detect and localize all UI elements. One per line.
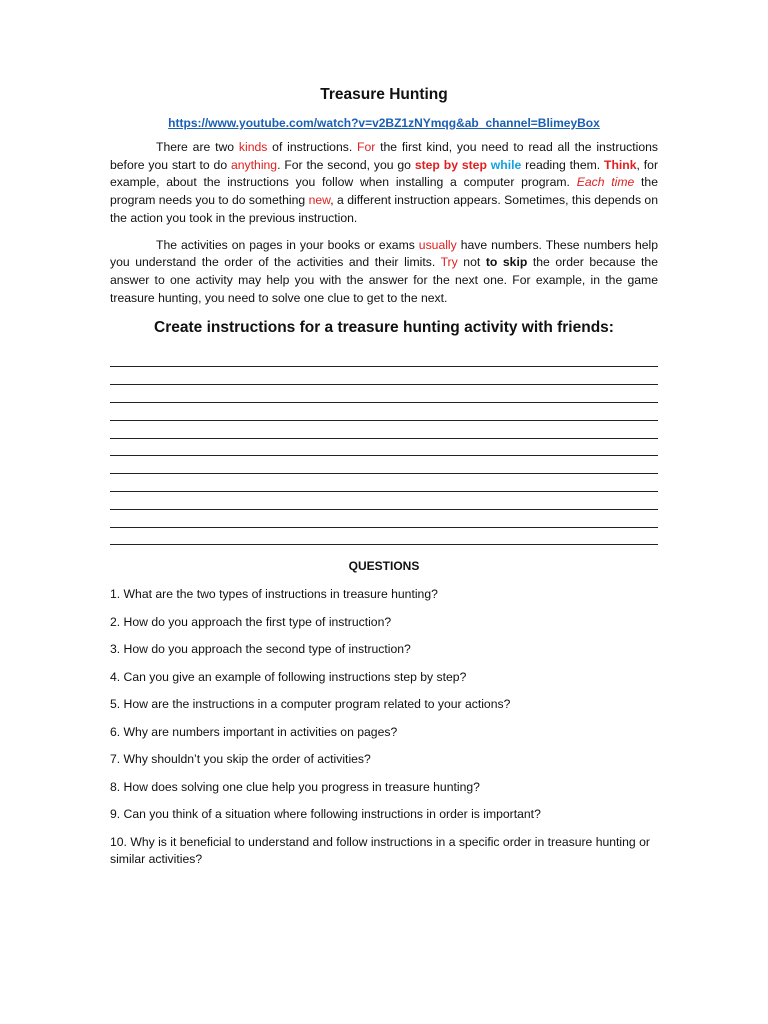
highlight-kinds: kinds: [238, 140, 268, 154]
highlight-to-skip: to skip: [485, 255, 528, 270]
question-item: 3. How do you approach the second type of instruction?: [110, 642, 411, 657]
document-content: [110, 86, 658, 878]
question-item: 7. Why shouldn’t you skip the order of activities?: [110, 752, 371, 767]
highlight-while: while: [490, 157, 522, 172]
text-run: of instructions.: [267, 140, 358, 154]
highlight-anything: anything: [231, 157, 278, 172]
text-run: the order because the answer to one activity may help you with the answer for the next one. For example, in the game treasure hunting, you need to solve one clue to get to the next.: [110, 255, 658, 305]
answer-line[interactable]: [110, 421, 658, 439]
question-item: 10. Why is it beneficial to understand and follow instructions in a specific order in treasure hunting or similar activities?: [110, 834, 650, 866]
text-run: . For the second, you go: [277, 157, 415, 172]
text-run: The activities on pages in your books or exams: [156, 237, 419, 252]
paragraph-activity-order: [110, 237, 658, 308]
text-run: the first kind, you need to read all the instructions before you start to do: [110, 140, 658, 172]
answer-line[interactable]: [110, 510, 658, 528]
highlight-try: Try: [440, 255, 458, 270]
highlight-usually: usually: [418, 237, 457, 252]
text-run: , a different instruction appears. Sometimes, this depends on the action you took in the previous instruction.: [110, 193, 658, 225]
question-item: 2. How do you approach the first type of instruction?: [110, 614, 392, 629]
text-run: There are two: [156, 140, 239, 154]
question-item: 6. Why are numbers important in activities on pages?: [110, 724, 398, 739]
text-run: have numbers. These numbers help you understand the order of the activities and their limits.: [110, 237, 658, 270]
answer-line[interactable]: [110, 367, 658, 385]
answer-line[interactable]: [110, 349, 658, 367]
activity-heading: Create instructions for a treasure hunting activity with friends:: [154, 319, 614, 337]
questions-heading: QUESTIONS: [348, 559, 420, 574]
text-run: , for example, about the instructions you follow when installing a computer program.: [110, 157, 659, 190]
video-link[interactable]: https://www.youtube.com/watch?v=v2BZ1zNYmqg&ab_channel=BlimeyBox: [168, 116, 600, 130]
highlight-think: Think: [604, 157, 637, 172]
highlight-step-by-step: step by step: [414, 157, 487, 172]
answer-lines: [110, 349, 658, 545]
highlight-new: new: [308, 193, 331, 208]
text-run: reading them.: [521, 157, 605, 172]
answer-line[interactable]: [110, 403, 658, 421]
highlight-for: For: [357, 140, 376, 154]
answer-line[interactable]: [110, 474, 658, 492]
question-item: 8. How does solving one clue help you progress in treasure hunting?: [110, 779, 480, 794]
question-item: 9. Can you think of a situation where following instructions in order is important?: [110, 807, 541, 822]
answer-line[interactable]: [110, 385, 658, 403]
question-item: 4. Can you give an example of following instructions step by step?: [110, 669, 467, 684]
video-link-line: [110, 116, 658, 130]
question-item: 5. How are the instructions in a computer program related to your actions?: [110, 697, 511, 712]
answer-line[interactable]: [110, 492, 658, 510]
document-title: Treasure Hunting: [320, 86, 448, 103]
answer-line[interactable]: [110, 528, 658, 546]
answer-line[interactable]: [110, 439, 658, 457]
text-run: the program needs you to do something: [110, 175, 658, 208]
text-run: not: [457, 255, 486, 270]
question-item: 1. What are the two types of instructions in treasure hunting?: [110, 587, 438, 602]
answer-line[interactable]: [110, 456, 658, 474]
highlight-each-time: Each time: [576, 175, 635, 190]
questions-list: [110, 586, 658, 868]
paragraph-instructions-kinds: [110, 139, 658, 228]
